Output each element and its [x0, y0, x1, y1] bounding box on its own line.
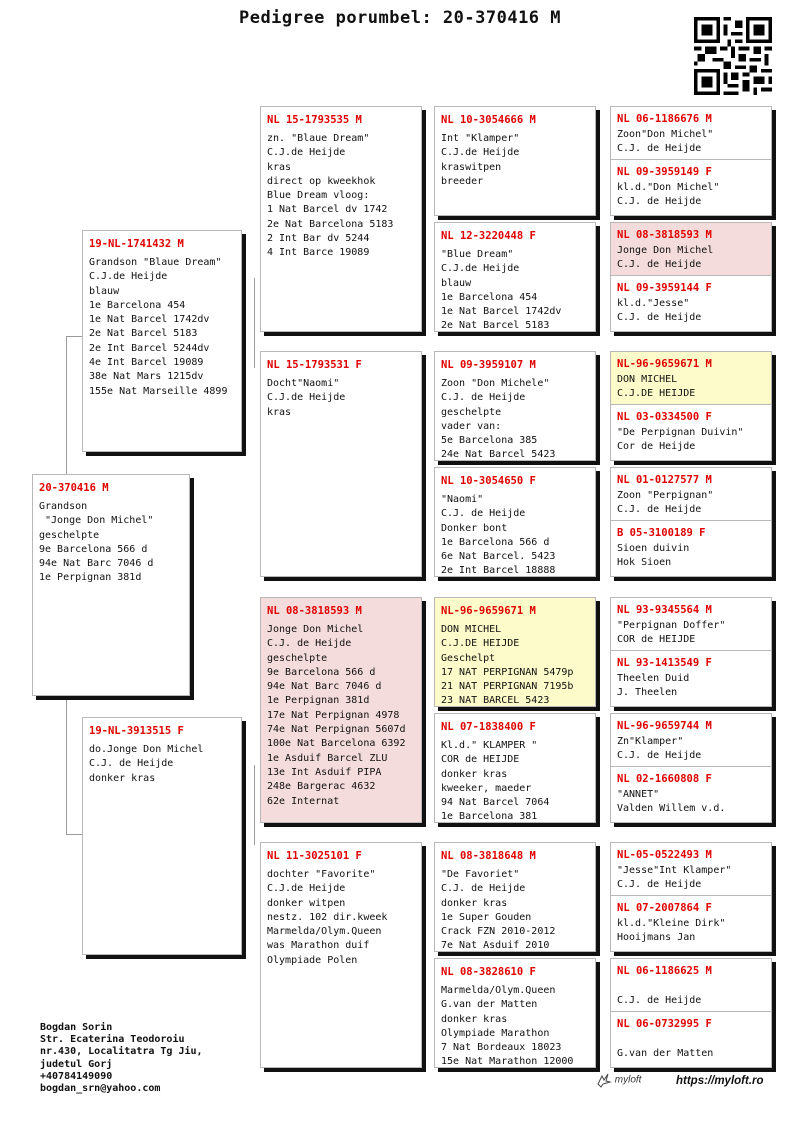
pigeon-info: Zoon "Perpignan" C.J. de Heijde [617, 490, 714, 516]
pigeon-pair-card[interactable] [610, 222, 772, 332]
ring-number: NL 08-3818593 M [267, 605, 362, 617]
pigeon-card-grandsire-paternal[interactable] [260, 106, 422, 332]
ring-number: NL 07-1838400 F [441, 721, 536, 733]
pigeon-info: kl.d."Don Michel" C.J. de Heijde [617, 182, 720, 208]
pigeon-info: Kl.d." KLAMPER " COR de HEIJDE donker kras kweeker, maeder 94 Nat Barcel 7064 1e Barcelona 381 [441, 740, 550, 823]
ring-number: NL 10-3054666 M [441, 114, 536, 126]
ring-number: NL-96-9659744 M [617, 720, 712, 732]
pigeon-card-g3[interactable] [434, 842, 596, 952]
website-link[interactable]: https://myloft.ro [676, 1075, 764, 1087]
pigeon-dam-entry[interactable] [611, 895, 771, 951]
pigeon-pair-card[interactable] [610, 713, 772, 823]
ring-number: NL 15-1793531 F [267, 359, 362, 371]
pigeon-info: DON MICHEL C.J.DE HEIJDE Geschelpt 17 NAT PERPIGNAN 5479p 21 NAT PERPIGNAN 7195b 23 NAT BARCEL 5423 [441, 624, 574, 707]
pigeon-card-subject[interactable] [32, 474, 190, 696]
brand-logo-text: myloft [614, 1074, 642, 1086]
pigeon-sire-entry[interactable] [611, 714, 771, 766]
connector-line [254, 278, 255, 368]
ring-number: NL 06-1186676 M [617, 113, 712, 125]
pigeon-info: Zn"Klamper" C.J. de Heijde [617, 736, 702, 762]
pigeon-pair-card[interactable] [610, 597, 772, 707]
pigeon-info: dochter "Favorite" C.J.de Heijde donker witpen nestz. 102 dir.kweek Marmelda/Olym.Queen was Marathon duif Olympiade Polen [267, 869, 388, 966]
connector-line [66, 694, 67, 834]
ring-number: NL 09-3959144 F [617, 282, 712, 294]
pigeon-info: Zoon"Don Michel" C.J. de Heijde [617, 129, 714, 155]
pigeon-sire-entry[interactable] [611, 598, 771, 650]
pigeon-dam-entry[interactable] [611, 159, 771, 215]
pigeon-info: kl.d."Kleine Dirk" Hooijmans Jan [617, 918, 726, 944]
ring-number: NL 15-1793535 M [267, 114, 362, 126]
pigeon-card-g3[interactable] [434, 351, 596, 461]
pigeon-info: "De Favoriet" C.J. de Heijde donker kras 1e Super Gouden Crack FZN 2010-2012 7e Nat Asduif 2010 [441, 869, 556, 952]
pigeon-sire-entry[interactable] [611, 468, 771, 520]
ring-number: NL-05-0522493 M [617, 849, 712, 861]
ring-number: 19-NL-1741432 M [89, 238, 184, 250]
ring-number: NL-96-9659671 M [441, 605, 536, 617]
pigeon-info: Grandson "Blaue Dream" C.J.de Heijde blauw 1e Barcelona 454 1e Nat Barcel 1742dv 2e Nat Barcel 5183 2e Int Barcel 5244dv 4e Int Barcel 19089 38e Nat Mars 1215dv 155e Nat Marseille 4899 [89, 257, 228, 397]
qr-code [694, 17, 772, 95]
pigeon-dam-entry[interactable] [611, 404, 771, 460]
pigeon-pair-card[interactable] [610, 958, 772, 1068]
ring-number: NL 08-3818648 M [441, 850, 536, 862]
pigeon-sire-entry[interactable] [611, 843, 771, 895]
pigeon-pair-card[interactable] [610, 467, 772, 577]
ring-number: NL 09-3959149 F [617, 166, 712, 178]
pigeon-dam-entry[interactable] [611, 275, 771, 331]
connector-line [66, 834, 82, 835]
ring-number: NL 06-1186625 M [617, 965, 712, 977]
pigeon-dam-entry[interactable] [611, 766, 771, 822]
myloft-logo [596, 1072, 641, 1088]
pigeon-dam-entry[interactable] [611, 650, 771, 706]
pigeon-info: Docht"Naomi" C.J.de Heijde kras [267, 378, 346, 418]
page-title: Pedigree porumbel: 20-370416 M [238, 8, 562, 28]
pigeon-pair-card[interactable] [610, 351, 772, 461]
pigeon-info: Theelen Duid J. Theelen [617, 673, 690, 699]
ring-number: NL 93-1413549 F [617, 657, 712, 669]
ring-number: NL 08-3828610 F [441, 966, 536, 978]
pigeon-info: Zoon "Don Michele" C.J. de Heijde geschelpte vader van: 5e Barcelona 385 24e Nat Barcel 5423 [441, 378, 556, 461]
ring-number: NL 93-9345564 M [617, 604, 712, 616]
pigeon-dam-entry[interactable] [611, 1011, 771, 1067]
pigeon-card-g3[interactable] [434, 958, 596, 1068]
pigeon-info: DON MICHEL C.J.DE HEIJDE [617, 374, 696, 400]
pigeon-card-granddam-paternal[interactable] [260, 351, 422, 577]
bird-icon [596, 1072, 612, 1088]
pigeon-card-dam[interactable] [82, 717, 242, 955]
pigeon-card-g3[interactable] [434, 597, 596, 707]
pigeon-info: Sioen duivin Hok Sioen [617, 543, 690, 569]
pigeon-sire-entry[interactable] [611, 107, 771, 159]
ring-number: NL 08-3818593 M [617, 229, 712, 241]
pigeon-sire-entry[interactable] [611, 959, 771, 1011]
pigeon-info: Int "Klamper" C.J.de Heijde kraswitpen breeder [441, 133, 520, 187]
ring-number: NL 10-3054650 F [441, 475, 536, 487]
pigeon-info: Jonge Don Michel C.J. de Heijde [617, 245, 714, 271]
ring-number: NL 07-2007864 F [617, 902, 712, 914]
ring-number: NL 11-3025101 F [267, 850, 362, 862]
ring-number: NL-96-9659671 M [617, 358, 712, 370]
pigeon-info: "Blue Dream" C.J.de Heijde blauw 1e Barcelona 454 1e Nat Barcel 1742dv 2e Nat Barcel 5183 [441, 249, 562, 332]
pigeon-pair-card[interactable] [610, 106, 772, 216]
pigeon-sire-entry[interactable] [611, 223, 771, 275]
pigeon-info: Marmelda/Olym.Queen G.van der Matten donker kras Olympiade Marathon 7 Nat Bordeaux 18023 15e Nat Marathon 12000 [441, 985, 574, 1068]
pigeon-info: "Jesse"Int Klamper" C.J. de Heijde [617, 865, 732, 891]
connector-line [66, 336, 67, 474]
pigeon-info: C.J. de Heijde [617, 995, 702, 1007]
pigeon-info: zn. "Blaue Dream" C.J.de Heijde kras direct op kweekhok Blue Dream vloog: 1 Nat Barcel dv 1742 2e Nat Barcelona 5183 2 Int Bar dv 5244 4 Int Barce 19089 [267, 133, 394, 259]
ring-number: NL 01-0127577 M [617, 474, 712, 486]
ring-number: NL 02-1660808 F [617, 773, 712, 785]
pigeon-info: "ANNET" Valden Willem v.d. [617, 789, 726, 815]
ring-number: NL 09-3959107 M [441, 359, 536, 371]
pigeon-info: "De Perpignan Duivin" Cor de Heijde [617, 427, 744, 453]
pigeon-card-g3[interactable] [434, 713, 596, 823]
pigeon-sire-entry[interactable] [611, 352, 771, 404]
pigeon-card-g3[interactable] [434, 106, 596, 216]
owner-contact: Bogdan Sorin Str. Ecaterina Teodoroiu nr.430, Localitatra Tg Jiu, judetul Gorj +40784149090 bogdan_srn@yahoo.com [40, 1022, 203, 1095]
pigeon-pair-card[interactable] [610, 842, 772, 952]
ring-number: 20-370416 M [39, 482, 109, 494]
connector-line [254, 765, 255, 845]
pigeon-card-g3[interactable] [434, 222, 596, 332]
ring-number: 19-NL-3913515 F [89, 725, 184, 737]
pigeon-info: kl.d."Jesse" C.J. de Heijde [617, 298, 702, 324]
pigeon-card-granddam-maternal[interactable] [260, 842, 422, 1068]
pigeon-card-grandsire-maternal[interactable] [260, 597, 422, 823]
pigeon-info: Jonge Don Michel C.J. de Heijde geschelpte 9e Barcelona 566 d 94e Nat Barc 7046 d 1e Perpignan 381d 17e Nat Perpignan 4978 74e Nat Perpignan 5607d 100e Nat Barcelona 6392 1e Asduif Barcel ZLU 13e Int Asduif PIPA 248e Bargerac 4632 62e Internat [267, 624, 406, 807]
brand-footer [596, 1072, 776, 1094]
pigeon-info: G.van der Matten [617, 1048, 714, 1060]
ring-number: NL 03-0334500 F [617, 411, 712, 423]
pigeon-info: do.Jonge Don Michel C.J. de Heijde donker kras [89, 744, 204, 784]
pigeon-info: "Naomi" C.J. de Heijde Donker bont 1e Barcelona 566 d 6e Nat Barcel. 5423 2e Int Barcel 18888 [441, 494, 556, 577]
ring-number: NL 06-0732995 F [617, 1018, 712, 1030]
connector-line [66, 336, 82, 337]
ring-number: NL 12-3220448 F [441, 230, 536, 242]
pigeon-card-sire[interactable] [82, 230, 242, 452]
pigeon-dam-entry[interactable] [611, 520, 771, 576]
ring-number: B 05-3100189 F [617, 527, 706, 539]
pigeon-card-g3[interactable] [434, 467, 596, 577]
pigeon-info: Grandson "Jonge Don Michel" geschelpte 9e Barcelona 566 d 94e Nat Barc 7046 d 1e Perpignan 381d [39, 501, 154, 584]
pigeon-info: "Perpignan Doffer" COR de HEIJDE [617, 620, 726, 646]
